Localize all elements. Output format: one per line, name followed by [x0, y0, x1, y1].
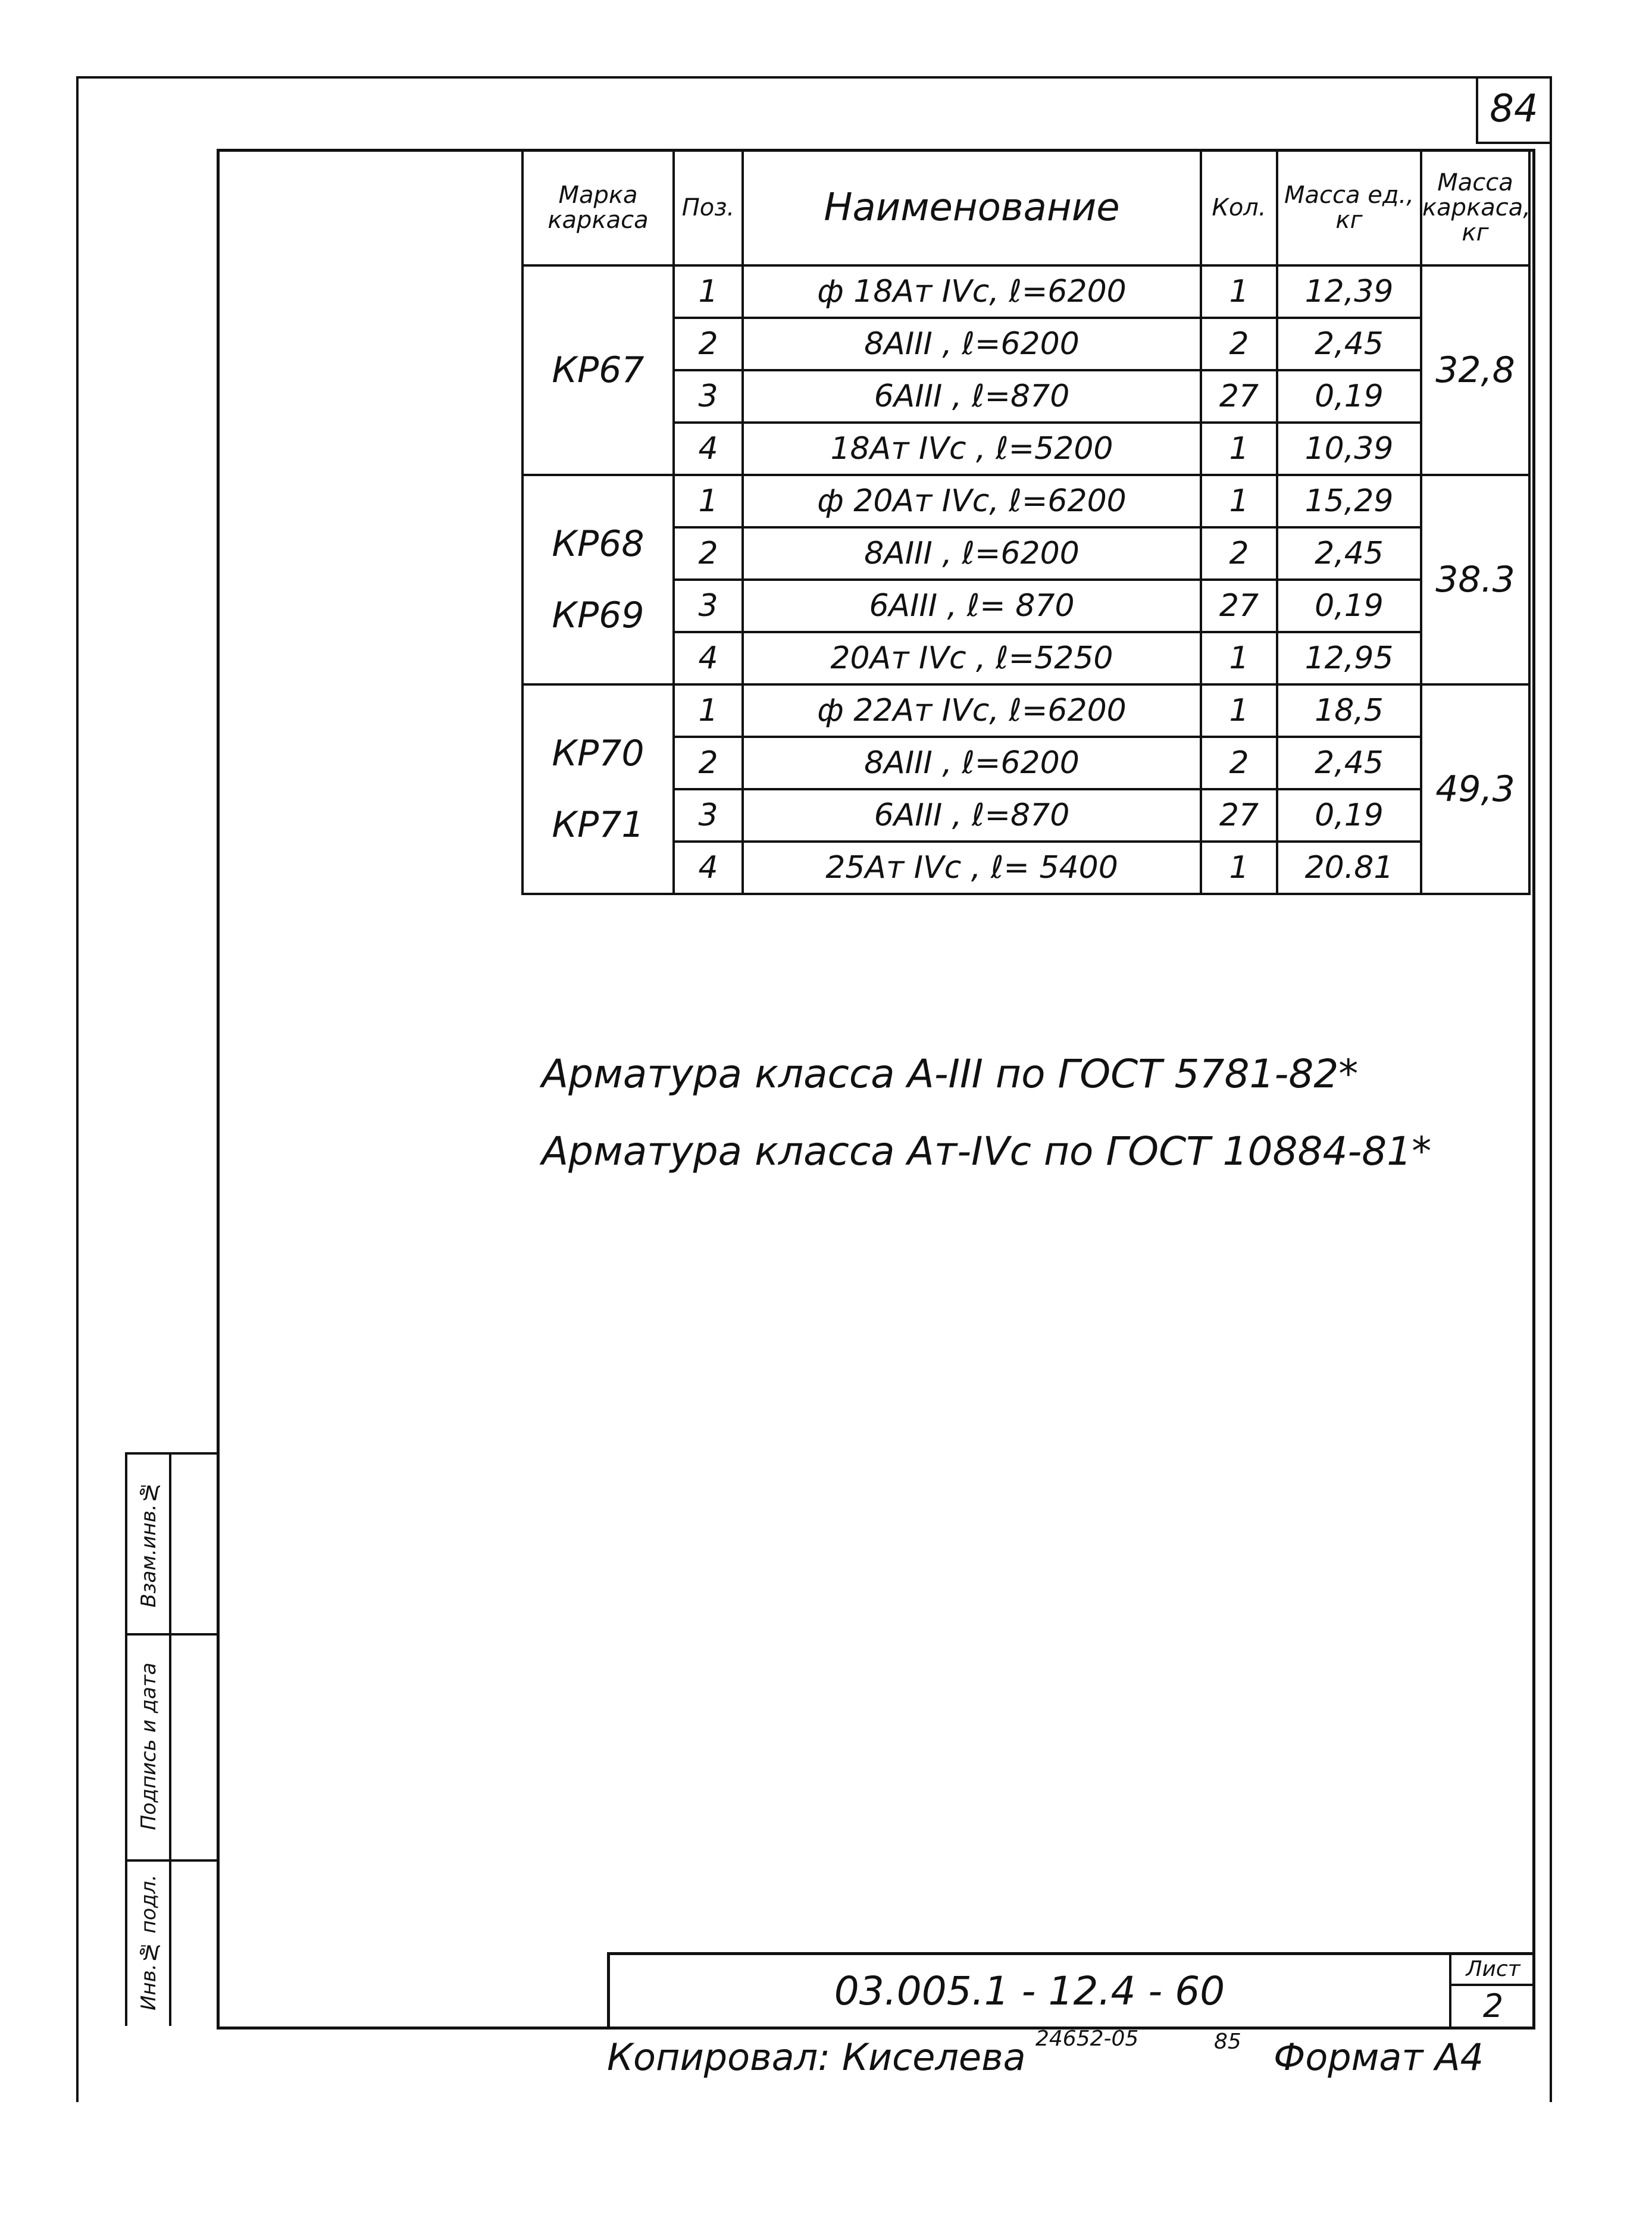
frame-mark-label: КР70	[552, 733, 644, 774]
name-cell: 20Ат IVс , ℓ=5250	[743, 632, 1201, 684]
header-name: Наименование	[743, 150, 1201, 265]
pos-cell: 3	[674, 789, 743, 842]
pos-cell: 1	[674, 265, 743, 318]
header-qty: Кол.	[1201, 150, 1277, 265]
specification-table	[521, 149, 1531, 895]
inv-podl-label: Инв.№ подл.	[137, 1874, 161, 2011]
table-row	[522, 632, 1529, 684]
document-code: 03.005.1 - 12.4 - 60	[834, 1968, 1225, 2014]
header-frame-mass: Масса каркаса, кг	[1421, 150, 1529, 265]
header-unit-mass: Масса ед., кг	[1277, 150, 1421, 265]
name-cell: 8АIII , ℓ=6200	[743, 318, 1201, 370]
pos-cell: 1	[674, 684, 743, 737]
pos-cell: 1	[674, 475, 743, 527]
frame-mark-label: КР68	[552, 523, 644, 565]
mass-cell: 2,45	[1277, 737, 1421, 789]
sheet-number: 2	[1482, 1987, 1504, 2025]
vzam-inv-label: Взам.инв.№	[137, 1480, 161, 1608]
mass-cell: 10,39	[1277, 423, 1421, 475]
qty-cell: 1	[1201, 632, 1277, 684]
name-cell: ф 18Ат IVс, ℓ=6200	[743, 265, 1201, 318]
name-cell: 18Ат IVс , ℓ=5200	[743, 423, 1201, 475]
mass-cell: 0,19	[1277, 789, 1421, 842]
table-row	[522, 580, 1529, 632]
table-row	[522, 684, 1529, 737]
qty-cell: 2	[1201, 737, 1277, 789]
qty-cell: 2	[1201, 527, 1277, 580]
pos-cell: 2	[674, 318, 743, 370]
table-row	[522, 789, 1529, 842]
mass-cell: 20.81	[1277, 842, 1421, 894]
archive-code: 24652-05	[1035, 2027, 1139, 2051]
pos-cell: 4	[674, 842, 743, 894]
paper-format: Формат А4	[1274, 2035, 1484, 2079]
table-row	[522, 318, 1529, 370]
note-line: Арматура класса Ат-IVс по ГОСТ 10884-81*	[542, 1128, 1432, 1174]
podpis-data-label: Подпись и дата	[137, 1662, 161, 1830]
mass-cell: 12,39	[1277, 265, 1421, 318]
table-row	[522, 737, 1529, 789]
name-cell: 8АIII , ℓ=6200	[743, 737, 1201, 789]
frame-mark	[522, 475, 674, 684]
name-cell: 6АIII , ℓ= 870	[743, 580, 1201, 632]
sheet-label: Лист	[1451, 1955, 1535, 1986]
table-row	[522, 370, 1529, 423]
qty-cell: 1	[1201, 842, 1277, 894]
name-cell: 6АIII , ℓ=870	[743, 789, 1201, 842]
frame-total-mass: 32,8	[1421, 265, 1529, 475]
frame-mark-label: КР69	[552, 595, 644, 636]
title-block	[607, 1952, 1532, 2027]
table-header-row	[522, 150, 1529, 265]
header-pos: Поз.	[674, 150, 743, 265]
qty-cell: 2	[1201, 318, 1277, 370]
side-stamp	[125, 1452, 219, 2026]
qty-cell: 1	[1201, 423, 1277, 475]
header-mark: Марка каркаса	[522, 150, 674, 265]
table-row	[522, 527, 1529, 580]
qty-cell: 27	[1201, 580, 1277, 632]
mass-cell: 0,19	[1277, 580, 1421, 632]
archive-number: 85	[1214, 2030, 1241, 2054]
pos-cell: 2	[674, 737, 743, 789]
pos-cell: 4	[674, 632, 743, 684]
pos-cell: 3	[674, 580, 743, 632]
name-cell: 6АIII , ℓ=870	[743, 370, 1201, 423]
table-row	[522, 423, 1529, 475]
table-row	[522, 475, 1529, 527]
notes	[542, 1036, 1494, 1190]
qty-cell: 27	[1201, 789, 1277, 842]
pos-cell: 2	[674, 527, 743, 580]
frame-mark-label: КР67	[552, 349, 644, 391]
name-cell: ф 20Ат IVс, ℓ=6200	[743, 475, 1201, 527]
pos-cell: 3	[674, 370, 743, 423]
qty-cell: 1	[1201, 475, 1277, 527]
table-row	[522, 842, 1529, 894]
mass-cell: 2,45	[1277, 527, 1421, 580]
frame-mark	[522, 684, 674, 894]
frame-total-mass: 49,3	[1421, 684, 1529, 894]
note-line: Арматура класса А-III по ГОСТ 5781-82*	[542, 1051, 1359, 1097]
name-cell: 25Ат IVс , ℓ= 5400	[743, 842, 1201, 894]
frame-mark	[522, 265, 674, 475]
mass-cell: 18,5	[1277, 684, 1421, 737]
mass-cell: 0,19	[1277, 370, 1421, 423]
qty-cell: 27	[1201, 370, 1277, 423]
mass-cell: 12,95	[1277, 632, 1421, 684]
qty-cell: 1	[1201, 684, 1277, 737]
name-cell: 8АIII , ℓ=6200	[743, 527, 1201, 580]
sheet-cell	[1449, 1955, 1535, 2027]
pos-cell: 4	[674, 423, 743, 475]
name-cell: ф 22Ат IVс, ℓ=6200	[743, 684, 1201, 737]
frame-total-mass: 38.3	[1421, 475, 1529, 684]
copied-by: Копировал: Киселева	[607, 2035, 1026, 2079]
page-number: 84	[1476, 76, 1550, 144]
qty-cell: 1	[1201, 265, 1277, 318]
table-row	[522, 265, 1529, 318]
mass-cell: 15,29	[1277, 475, 1421, 527]
mass-cell: 2,45	[1277, 318, 1421, 370]
frame-mark-label: КР71	[552, 804, 644, 846]
